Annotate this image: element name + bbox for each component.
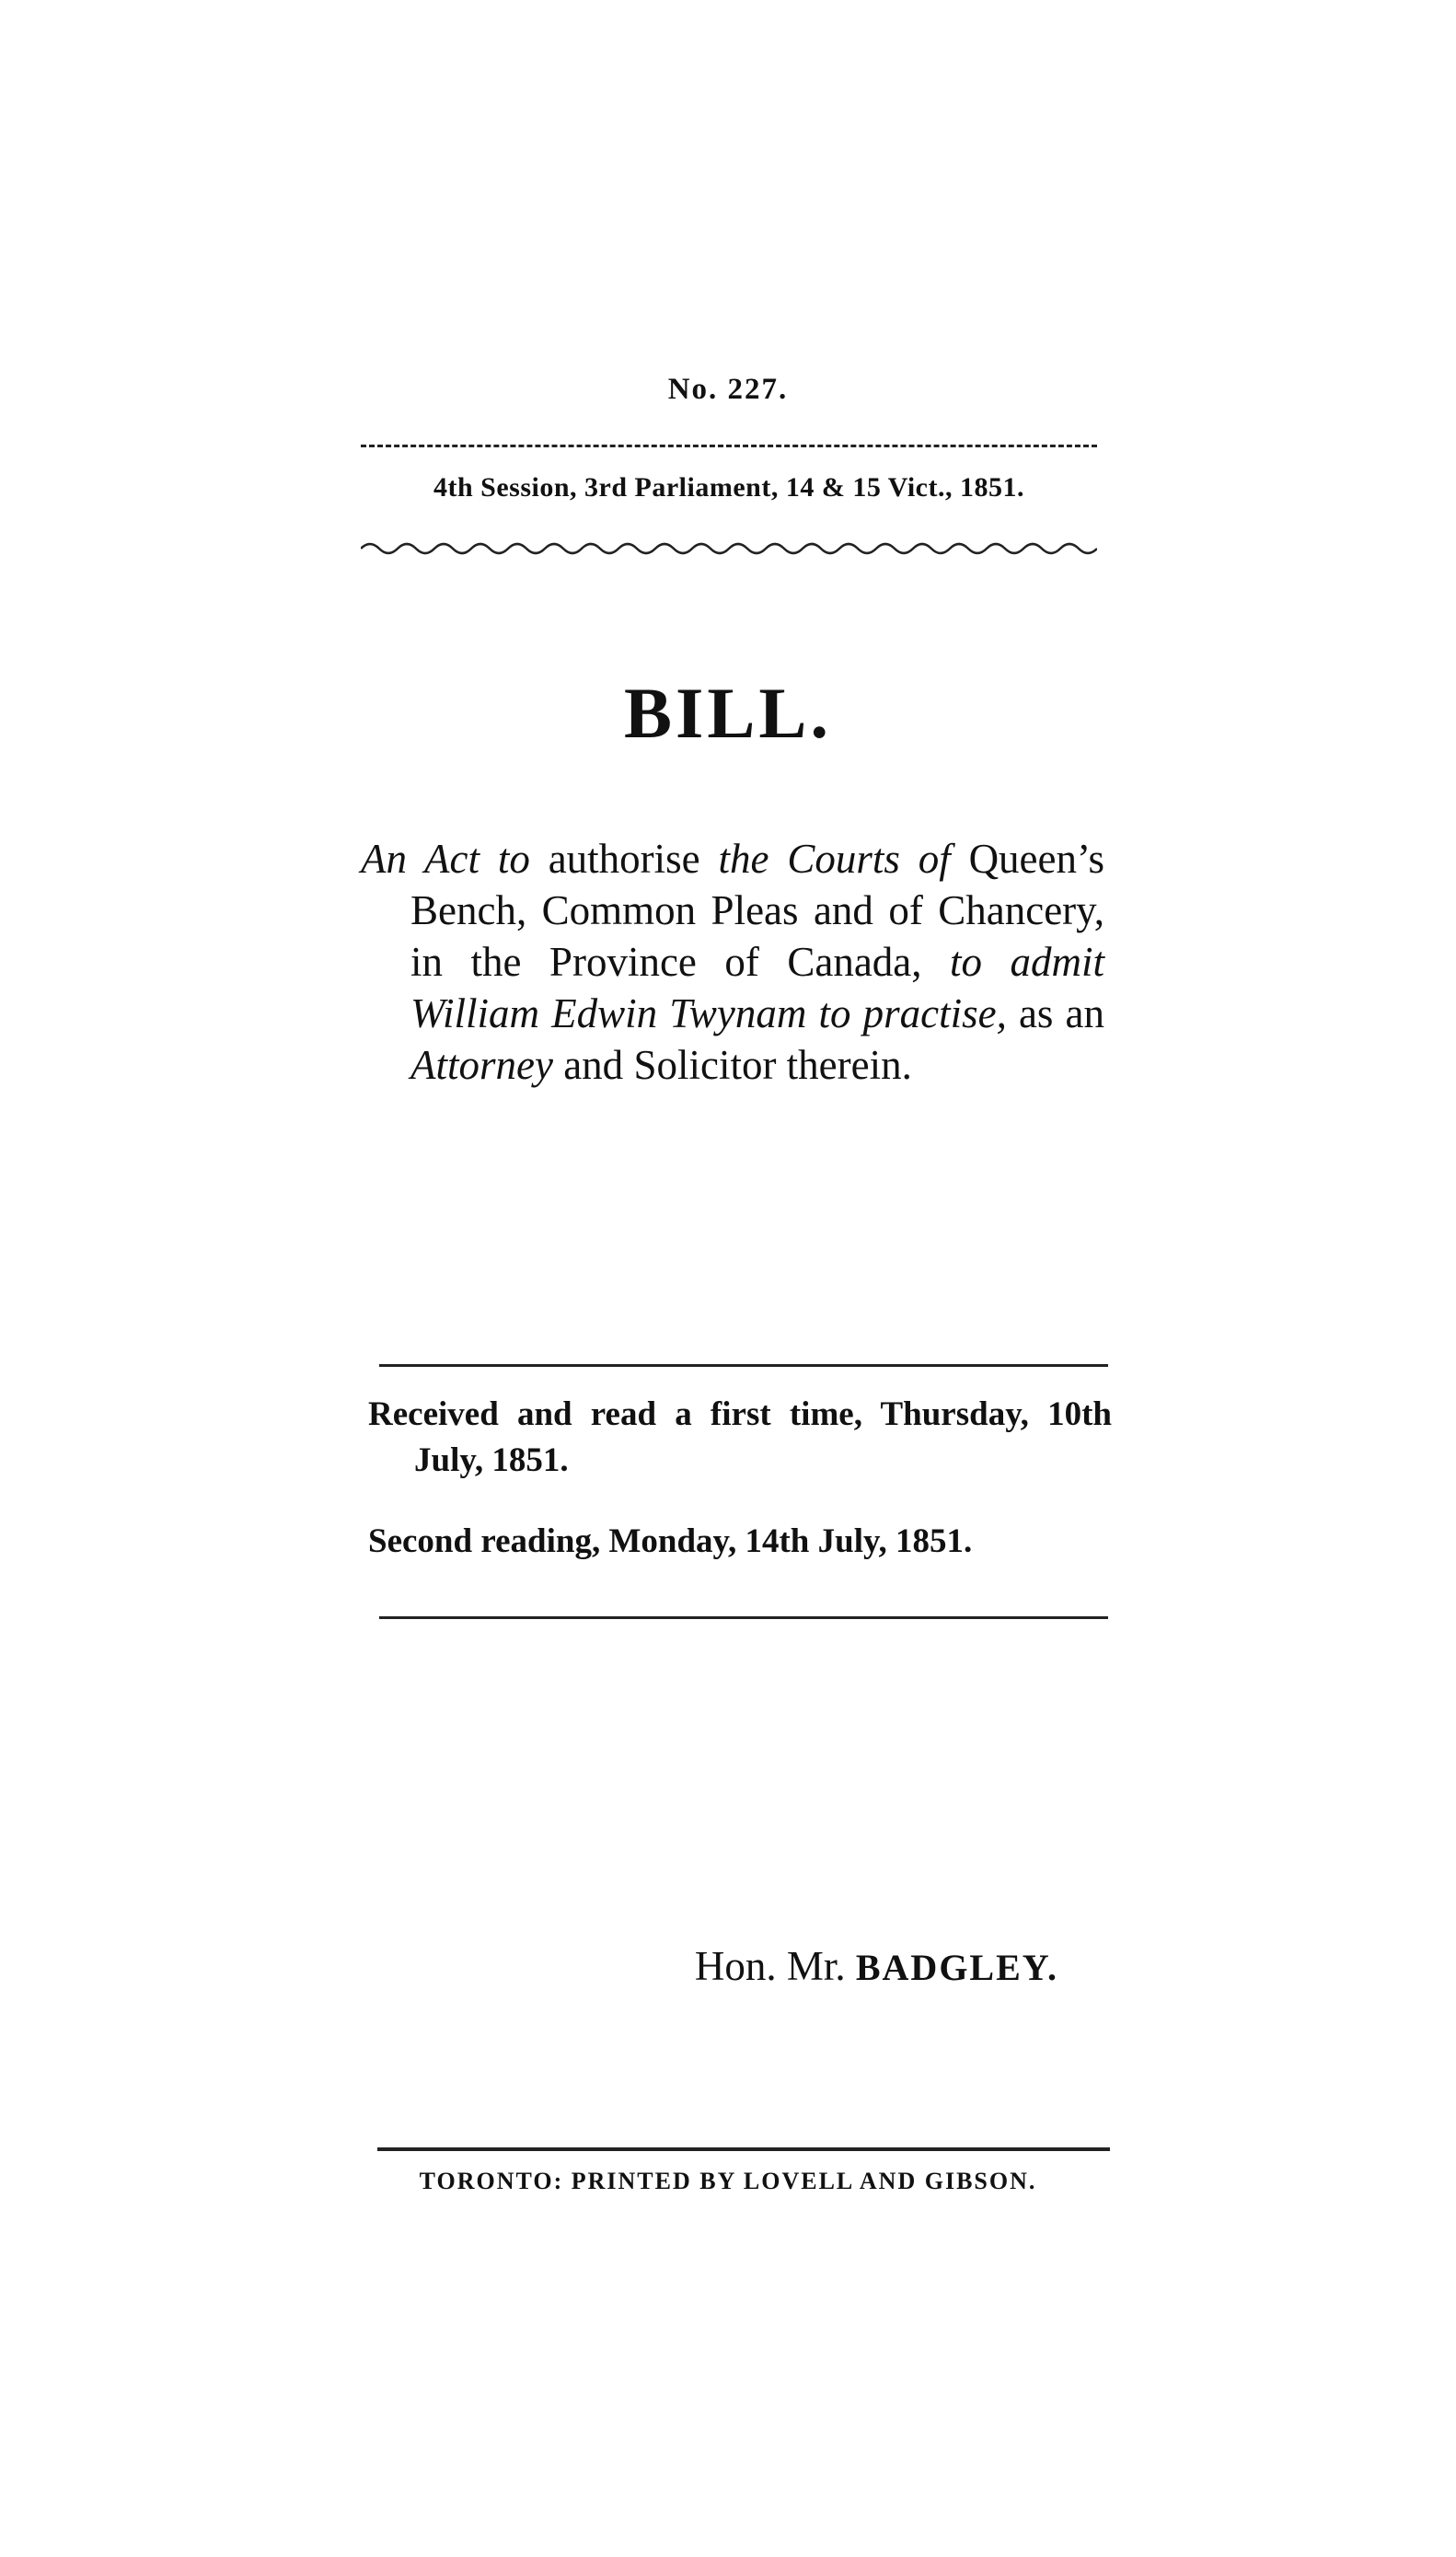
act-authorise: authorise — [548, 836, 700, 882]
printer-imprint: TORONTO: PRINTED BY LOVELL AND GIBSON. — [419, 2168, 1037, 2194]
second-reading: Second reading, Monday, 14th July, 1851. — [368, 1522, 973, 1560]
act-to-admit: to admit — [950, 939, 1104, 985]
act-of: of — [918, 836, 951, 882]
act-courts: Courts — [787, 836, 900, 882]
act-to: to — [497, 836, 530, 882]
act-the: the — [718, 836, 769, 882]
act-courts-list: Queen’s Bench, Common Pleas and of Chancery, in the Province of Canada, — [410, 836, 1105, 985]
reading-rule-bottom — [379, 1616, 1108, 1619]
top-rule — [361, 445, 1097, 447]
act-and: and — [563, 1042, 624, 1088]
reading-rule-top — [379, 1364, 1108, 1367]
act-prefix: An Act — [361, 836, 480, 882]
act-name: William Edwin Twynam — [410, 990, 807, 1036]
act-attorney: Attorney — [410, 1042, 553, 1088]
bill-number: No. 227. — [667, 373, 789, 406]
session-line: 4th Session, 3rd Parliament, 14 & 15 Vict., 1851. — [433, 472, 1024, 503]
bill-title: BILL. — [624, 673, 832, 753]
act-as-an: as an — [1018, 990, 1105, 1036]
sponsor — [0, 1942, 1058, 1990]
act-to-practise: to practise, — [818, 990, 1007, 1036]
act-title — [361, 833, 1104, 1091]
sponsor-name: BADGLEY. — [855, 1947, 1058, 1988]
wavy-rule — [361, 538, 1097, 559]
printer-rule — [377, 2147, 1110, 2151]
sponsor-prefix: Hon. Mr. — [694, 1943, 846, 1989]
first-reading: Received and read a first time, Thursday, 10th July, 1851. — [368, 1395, 1112, 1479]
act-rest: Solicitor therein. — [633, 1042, 912, 1088]
